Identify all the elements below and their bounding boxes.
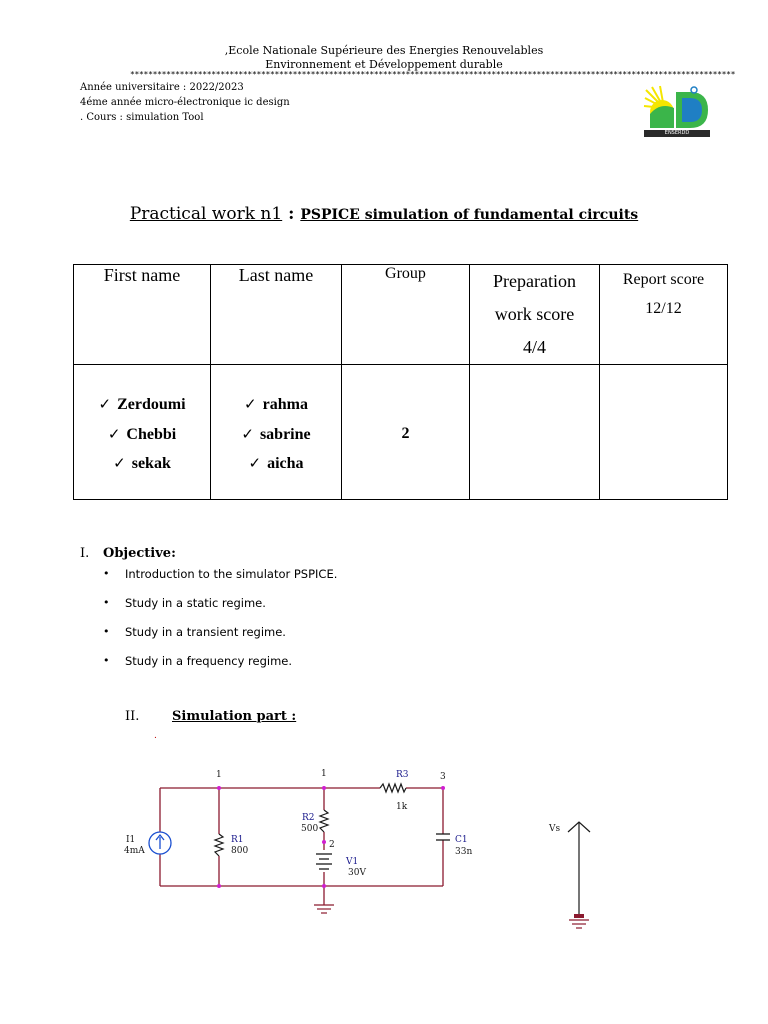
school-name-line2: Environnement et Développement durable [265,58,503,71]
vs-probe [568,822,590,928]
academic-year: Année universitaire : 2022/2023 [80,82,244,93]
first-name-item: ✓ Chebbi [107,424,177,443]
check-icon: ✓ [241,424,254,443]
prep-score-header [470,265,600,365]
list-item: • Study in a frequency regime. [103,654,293,668]
prep-line1: Preparation [493,271,576,291]
resistor-r1 [215,834,223,856]
prep-line2: work score [494,304,575,324]
table-row [74,365,728,500]
node-label-left: 1 [216,770,222,780]
vs-label: Vs [549,824,561,834]
check-icon: ✓ [244,395,257,413]
prep-score-cell [470,365,600,500]
resistor-r3 [380,784,406,792]
r1-name: R1 [231,835,244,845]
stray-mark: . [154,731,157,741]
bullet-icon: • [103,654,110,667]
check-icon: ✓ [248,454,262,472]
report-score-header [600,265,728,365]
bullet-icon: • [103,625,110,638]
node-label-mid: 1 [321,769,327,779]
first-name-header: First name [74,265,211,365]
report-score-cell [600,365,728,500]
battery-v1 [316,854,332,869]
title-part2: PSPICE simulation of fundamental circuits [300,207,639,223]
r1-value: 800 [231,846,249,856]
circuit-nodes [217,786,445,888]
simulation-number: II. [125,709,140,724]
simulation-title: Simulation part : [172,709,297,724]
group-cell: 2 [342,365,470,500]
objective-list [100,567,337,683]
circuit-schematic [0,760,768,940]
v1-name: V1 [346,857,359,867]
bullet-icon: • [103,596,110,609]
objective-title: Objective: [103,546,176,561]
c1-value: 33n [455,847,473,857]
check-icon: ✓ [107,424,121,443]
list-item: • Introduction to the simulator PSPICE. [103,567,338,581]
check-icon: ✓ [113,454,126,472]
title-part1: Practical work n1 [129,204,283,224]
r2-value: 500 [301,824,319,834]
group-header: Group [342,265,470,365]
resistor-r2 [320,810,328,832]
node-label-2: 2 [329,840,335,850]
r2-name: R2 [302,813,315,823]
r3-value: 1k [396,802,408,812]
ground-icon [314,905,334,913]
objective-number: I. [80,546,90,561]
school-name-line1: ,Ecole Nationale Supérieure des Energies Renouvelables [224,44,544,57]
c1-name: C1 [455,835,468,845]
prep-line3: 4/4 [522,337,546,357]
list-item: • Study in a transient regime. [103,625,286,639]
page-title [0,204,768,224]
logo [642,84,712,140]
score-table [73,264,728,500]
i1-name: I1 [126,835,136,845]
r3-name: R3 [396,770,409,780]
i1-value: 4mA [124,846,145,856]
table-header-row [74,265,728,365]
first-name-item: ✓ Zerdoumi [98,395,186,413]
report-line1: Report score [622,271,705,288]
current-source-i1 [149,832,171,854]
course-name: . Cours : simulation Tool [80,112,204,123]
title-separator: : [282,204,301,224]
first-name-item: ✓ sekak [113,454,171,472]
list-item: • Study in a static regime. [103,596,266,610]
check-icon: ✓ [98,395,112,413]
bullet-icon: • [103,567,110,580]
last-name-header: Last name [211,265,342,365]
ground-icon [569,920,589,928]
capacitor-c1 [436,834,450,840]
v1-value: 30V [348,868,366,878]
last-name-item: ✓ aicha [248,454,304,472]
first-names-cell [74,365,211,500]
last-names-cell [211,365,342,500]
study-level: 4éme année micro-électronique ic design [80,97,290,108]
last-name-item: ✓ sabrine [241,424,311,443]
logo-caption: ENSERDD [664,130,690,136]
star-separator: ************************************************************************************************************************************** [130,70,736,79]
node-label-right: 3 [440,772,446,782]
report-line2: 12/12 [645,300,682,317]
last-name-item: ✓ rahma [244,395,308,413]
